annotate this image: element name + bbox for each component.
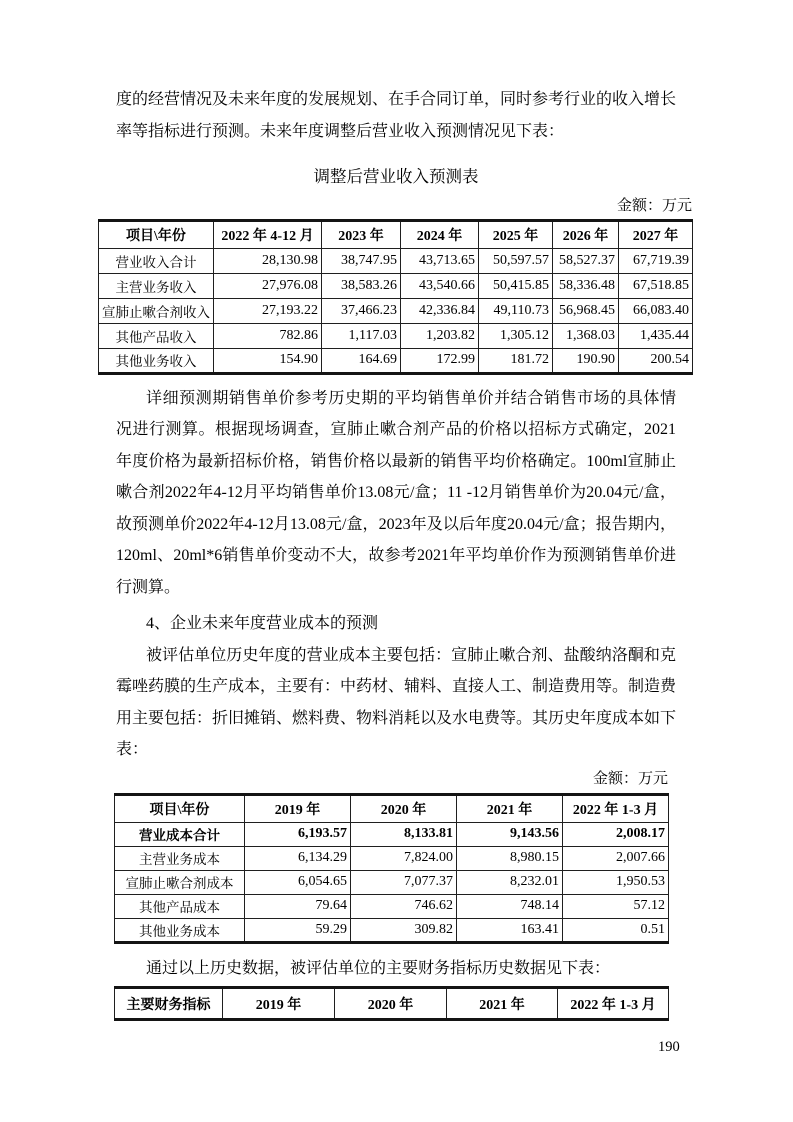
value-cell: 8,232.01 (457, 870, 563, 894)
value-cell: 2,007.66 (563, 846, 669, 870)
value-cell: 50,415.85 (479, 273, 553, 298)
column-header: 2027 年 (619, 220, 693, 248)
column-header: 2023 年 (322, 220, 401, 248)
value-cell: 59.29 (245, 918, 351, 942)
amount-unit-label: 金额：万元 (592, 770, 668, 787)
value-cell: 6,193.57 (245, 822, 351, 846)
row-label-cell: 主营业务成本 (115, 846, 245, 870)
row-label-cell: 其他业务成本 (115, 918, 245, 942)
column-header: 2019 年 (245, 794, 351, 822)
row-label-cell: 其他产品收入 (99, 323, 214, 348)
value-cell: 43,540.66 (401, 273, 479, 298)
value-cell: 1,435.44 (619, 323, 693, 348)
text-line: 详细预测期销售单价参考历史期的平均销售单价并结合销售市场的具体情 (146, 389, 676, 407)
text-line: 况进行测算。根据现场调查，宣肺止嗽合剂产品的价格以招标方式确定，2021 (116, 421, 676, 438)
row-label-cell: 宣肺止嗽合剂收入 (99, 298, 214, 323)
text-line: 嗽合剂2022年4-12月平均销售单价13.08元/盒；11 -12月销售单价为20.04元/盒， (116, 484, 676, 501)
value-cell: 1,368.03 (553, 323, 619, 348)
value-cell: 163.41 (457, 918, 563, 942)
text-line: 年度价格为最新招标价格，销售价格以最新的销售平均价格确定。100ml宣肺止 (116, 452, 676, 470)
cost-paragraph (116, 640, 676, 766)
value-cell: 172.99 (401, 348, 479, 373)
value-cell: 746.62 (351, 894, 457, 918)
value-cell: 7,077.37 (351, 870, 457, 894)
value-cell: 43,713.65 (401, 248, 479, 273)
text-line: 率等指标进行预测。未来年度调整后营业收入预测情况见下表： (116, 122, 565, 140)
page-content (102, 84, 692, 1021)
value-cell: 1,305.12 (479, 323, 553, 348)
table-row (115, 870, 669, 894)
value-cell: 6,054.65 (245, 870, 351, 894)
historical-cost-table (114, 793, 669, 944)
value-cell: 782.86 (214, 323, 322, 348)
value-cell: 50,597.57 (479, 248, 553, 273)
column-header: 2021 年 (447, 988, 558, 1020)
row-label-cell: 其他产品成本 (115, 894, 245, 918)
value-cell: 200.54 (619, 348, 693, 373)
financial-indicators-table (114, 986, 669, 1021)
value-cell: 748.14 (457, 894, 563, 918)
column-header: 2024 年 (401, 220, 479, 248)
revenue-table-title: 调整后营业收入预测表 (313, 167, 479, 186)
table-row (115, 894, 669, 918)
revenue-forecast-table (98, 219, 693, 375)
column-header: 2026 年 (553, 220, 619, 248)
table-row (99, 323, 693, 348)
table-header-row (99, 220, 693, 248)
value-cell: 42,336.84 (401, 298, 479, 323)
table-row (115, 918, 669, 942)
pricing-paragraph (116, 383, 676, 604)
row-label-cell: 宣肺止嗽合剂成本 (115, 870, 245, 894)
table-row (99, 348, 693, 373)
table-row (99, 273, 693, 298)
value-cell: 58,336.48 (553, 273, 619, 298)
column-header: 2020 年 (335, 988, 447, 1020)
text-line: 霉唑药膜的生产成本，主要有：中药材、辅料、直接人工、制造费用等。制造费 (116, 678, 677, 695)
table-header-row (115, 988, 669, 1020)
column-header: 项目\年份 (115, 794, 245, 822)
table-row (115, 846, 669, 870)
value-cell: 1,950.53 (563, 870, 669, 894)
text-line: 表： (116, 741, 149, 758)
value-cell: 66,083.40 (619, 298, 693, 323)
column-header: 2019 年 (223, 988, 335, 1020)
value-cell: 67,719.39 (619, 248, 693, 273)
column-header: 2021 年 (457, 794, 563, 822)
column-header: 2022 年 1-3 月 (563, 794, 669, 822)
column-header: 2022 年 1-3 月 (558, 988, 669, 1020)
value-cell: 56,968.45 (553, 298, 619, 323)
column-header: 主要财务指标 (115, 988, 223, 1020)
value-cell: 67,518.85 (619, 273, 693, 298)
text-line: 故预测单价2022年4-12月13.08元/盒，2023年及以后年度20.04元/盒；报告期内， (116, 515, 676, 533)
value-cell: 38,747.95 (322, 248, 401, 273)
value-cell: 37,466.23 (322, 298, 401, 323)
value-cell: 1,203.82 (401, 323, 479, 348)
value-cell: 49,110.73 (479, 298, 553, 323)
value-cell: 190.90 (553, 348, 619, 373)
section-heading: 4、企业未来年度营业成本的预测 (146, 615, 379, 632)
value-cell: 28,130.98 (214, 248, 322, 273)
value-cell: 7,824.00 (351, 846, 457, 870)
text-line: 120ml、20ml*6销售单价变动不大，故参考2021年平均单价作为预测销售单价进 (116, 547, 676, 564)
indicators-paragraph: 通过以上历史数据，被评估单位的主要财务指标历史数据见下表： (146, 959, 611, 977)
text-line: 被评估单位历史年度的营业成本主要包括：宣肺止嗽合剂、盐酸纳洛酮和克 (146, 646, 676, 664)
value-cell: 309.82 (351, 918, 457, 942)
value-cell: 9,143.56 (457, 822, 563, 846)
column-header: 项目\年份 (99, 220, 214, 248)
table-row (99, 248, 693, 273)
column-header: 2022 年 4-12 月 (214, 220, 322, 248)
value-cell: 1,117.03 (322, 323, 401, 348)
text-line: 行测算。 (116, 578, 181, 596)
value-cell: 8,980.15 (457, 846, 563, 870)
value-cell: 27,976.08 (214, 273, 322, 298)
value-cell: 6,134.29 (245, 846, 351, 870)
column-header: 2020 年 (351, 794, 457, 822)
value-cell: 79.64 (245, 894, 351, 918)
text-line: 用主要包括：折旧摊销、燃料费、物料消耗以及水电费等。其历史年度成本如下 (116, 709, 677, 727)
column-header: 2025 年 (479, 220, 553, 248)
value-cell: 27,193.22 (214, 298, 322, 323)
text-line: 度的经营情况及未来年度的发展规划、在手合同订单，同时参考行业的收入增长 (116, 91, 677, 108)
intro-paragraph (116, 84, 676, 147)
amount-unit-label: 金额：万元 (616, 197, 692, 214)
value-cell: 2,008.17 (563, 822, 669, 846)
value-cell: 58,527.37 (553, 248, 619, 273)
row-label-cell: 其他业务收入 (99, 348, 214, 373)
row-label-cell: 主营业务收入 (99, 273, 214, 298)
value-cell: 164.69 (322, 348, 401, 373)
value-cell: 154.90 (214, 348, 322, 373)
table-row (115, 822, 669, 846)
value-cell: 8,133.81 (351, 822, 457, 846)
table-row (99, 298, 693, 323)
table-header-row (115, 794, 669, 822)
value-cell: 181.72 (479, 348, 553, 373)
value-cell: 38,583.26 (322, 273, 401, 298)
value-cell: 0.51 (563, 918, 669, 942)
row-label-cell: 营业成本合计 (115, 822, 245, 846)
value-cell: 57.12 (563, 894, 669, 918)
page-number: 190 (658, 1039, 680, 1055)
row-label-cell: 营业收入合计 (99, 248, 214, 273)
